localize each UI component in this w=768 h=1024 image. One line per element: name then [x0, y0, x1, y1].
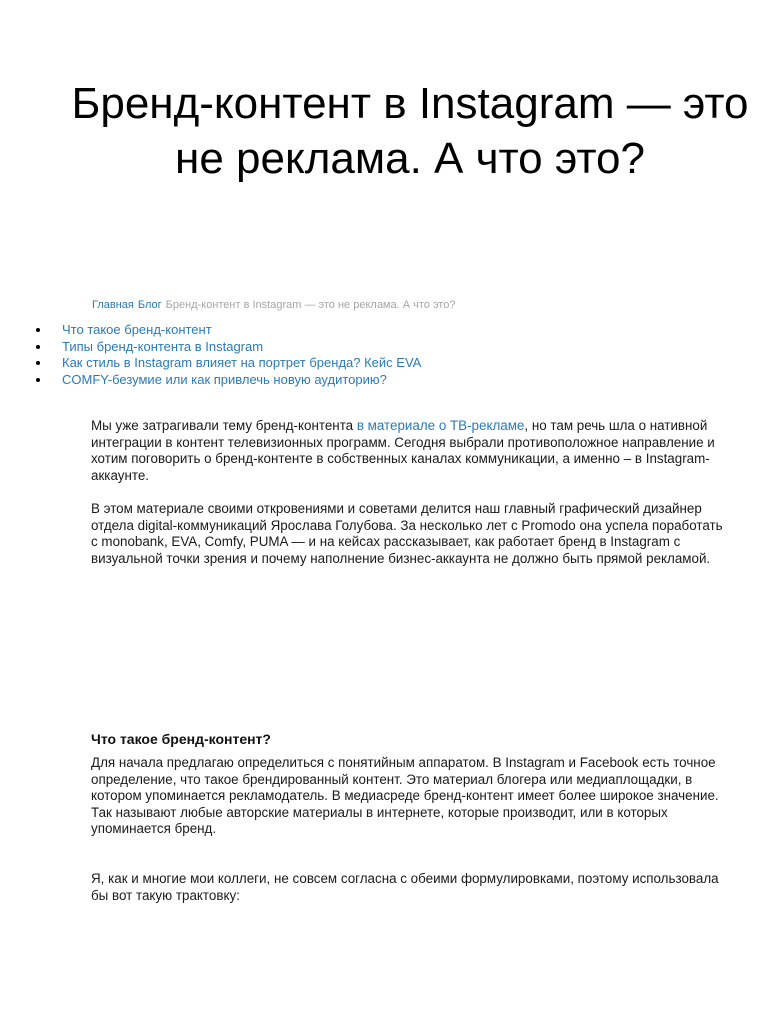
opinion-paragraph: Я, как и многие мои коллеги, не совсем согласна с обеими формулировками, поэтому использовала бы вот такую трактовку: [91, 871, 719, 903]
breadcrumb [92, 298, 455, 312]
toc-link-what-is-brand-content[interactable]: Что такое бренд-контент [62, 322, 212, 337]
bullet-icon [36, 378, 40, 382]
toc-link-eva-case[interactable]: Как стиль в Instagram влияет на портрет бренда? Кейс EVA [62, 355, 422, 370]
section-heading: Что такое бренд-контент? [91, 731, 271, 747]
intro-paragraph [91, 418, 731, 484]
breadcrumb-blog-link[interactable]: Блог [137, 299, 162, 311]
toc-item [36, 372, 421, 389]
bullet-icon [36, 328, 40, 332]
breadcrumb-current: Бренд-контент в Instagram — это не реклама. А что это? [165, 299, 456, 311]
breadcrumb-home-link[interactable]: Главная [92, 299, 134, 311]
toc-item [36, 339, 421, 356]
table-of-contents [36, 322, 421, 388]
author-paragraph: В этом материале своими откровениями и советами делится наш главный графический дизайнер отдела digital-коммуникаций Ярослава Голубова. За несколько лет с Promodo она успела поработать с monobank, EVA, Comfy, PUMA — и на кейсах рассказывает, как работает бренд в Instagram с визуальной точки зрения и почему наполнение бизнес-аккаунта не должно быть прямой рекламой. [91, 501, 723, 566]
bullet-icon [36, 345, 40, 349]
bullet-icon [36, 361, 40, 365]
toc-item [36, 355, 421, 372]
page-title: Бренд-контент в Instagram — это не реклама. А что это? [71, 79, 749, 183]
definition-paragraph: Для начала предлагаю определиться с понятийным аппаратом. В Instagram и Facebook есть точное определение, что такое брендированный контент. Это материал блогера или медиаплощадки, в котором упоминается рекламодатель. В медиасреде бренд-контент имеет более широкое значение. Так называют любые авторские материалы в интернете, которые производит, или в которых упоминается бренд. [91, 755, 719, 836]
intro-text-end: , но там речь шла о нативной интеграции в контент телевизионных программ. Сегодня выбрали противоположное направление и хотим поговорить о бренд-контенте в собственных каналах коммуникации, а именно – в Instagram-аккаунте. [91, 418, 715, 483]
intro-text-start: Мы уже затрагивали тему бренд-контента [91, 418, 357, 433]
tv-ads-article-link[interactable]: в материале о ТВ-рекламе [356, 418, 525, 433]
toc-item [36, 322, 421, 339]
toc-link-comfy[interactable]: COMFY-безумие или как привлечь новую аудиторию? [62, 371, 387, 387]
toc-link-types[interactable]: Типы бренд-контента в Instagram [62, 338, 264, 354]
